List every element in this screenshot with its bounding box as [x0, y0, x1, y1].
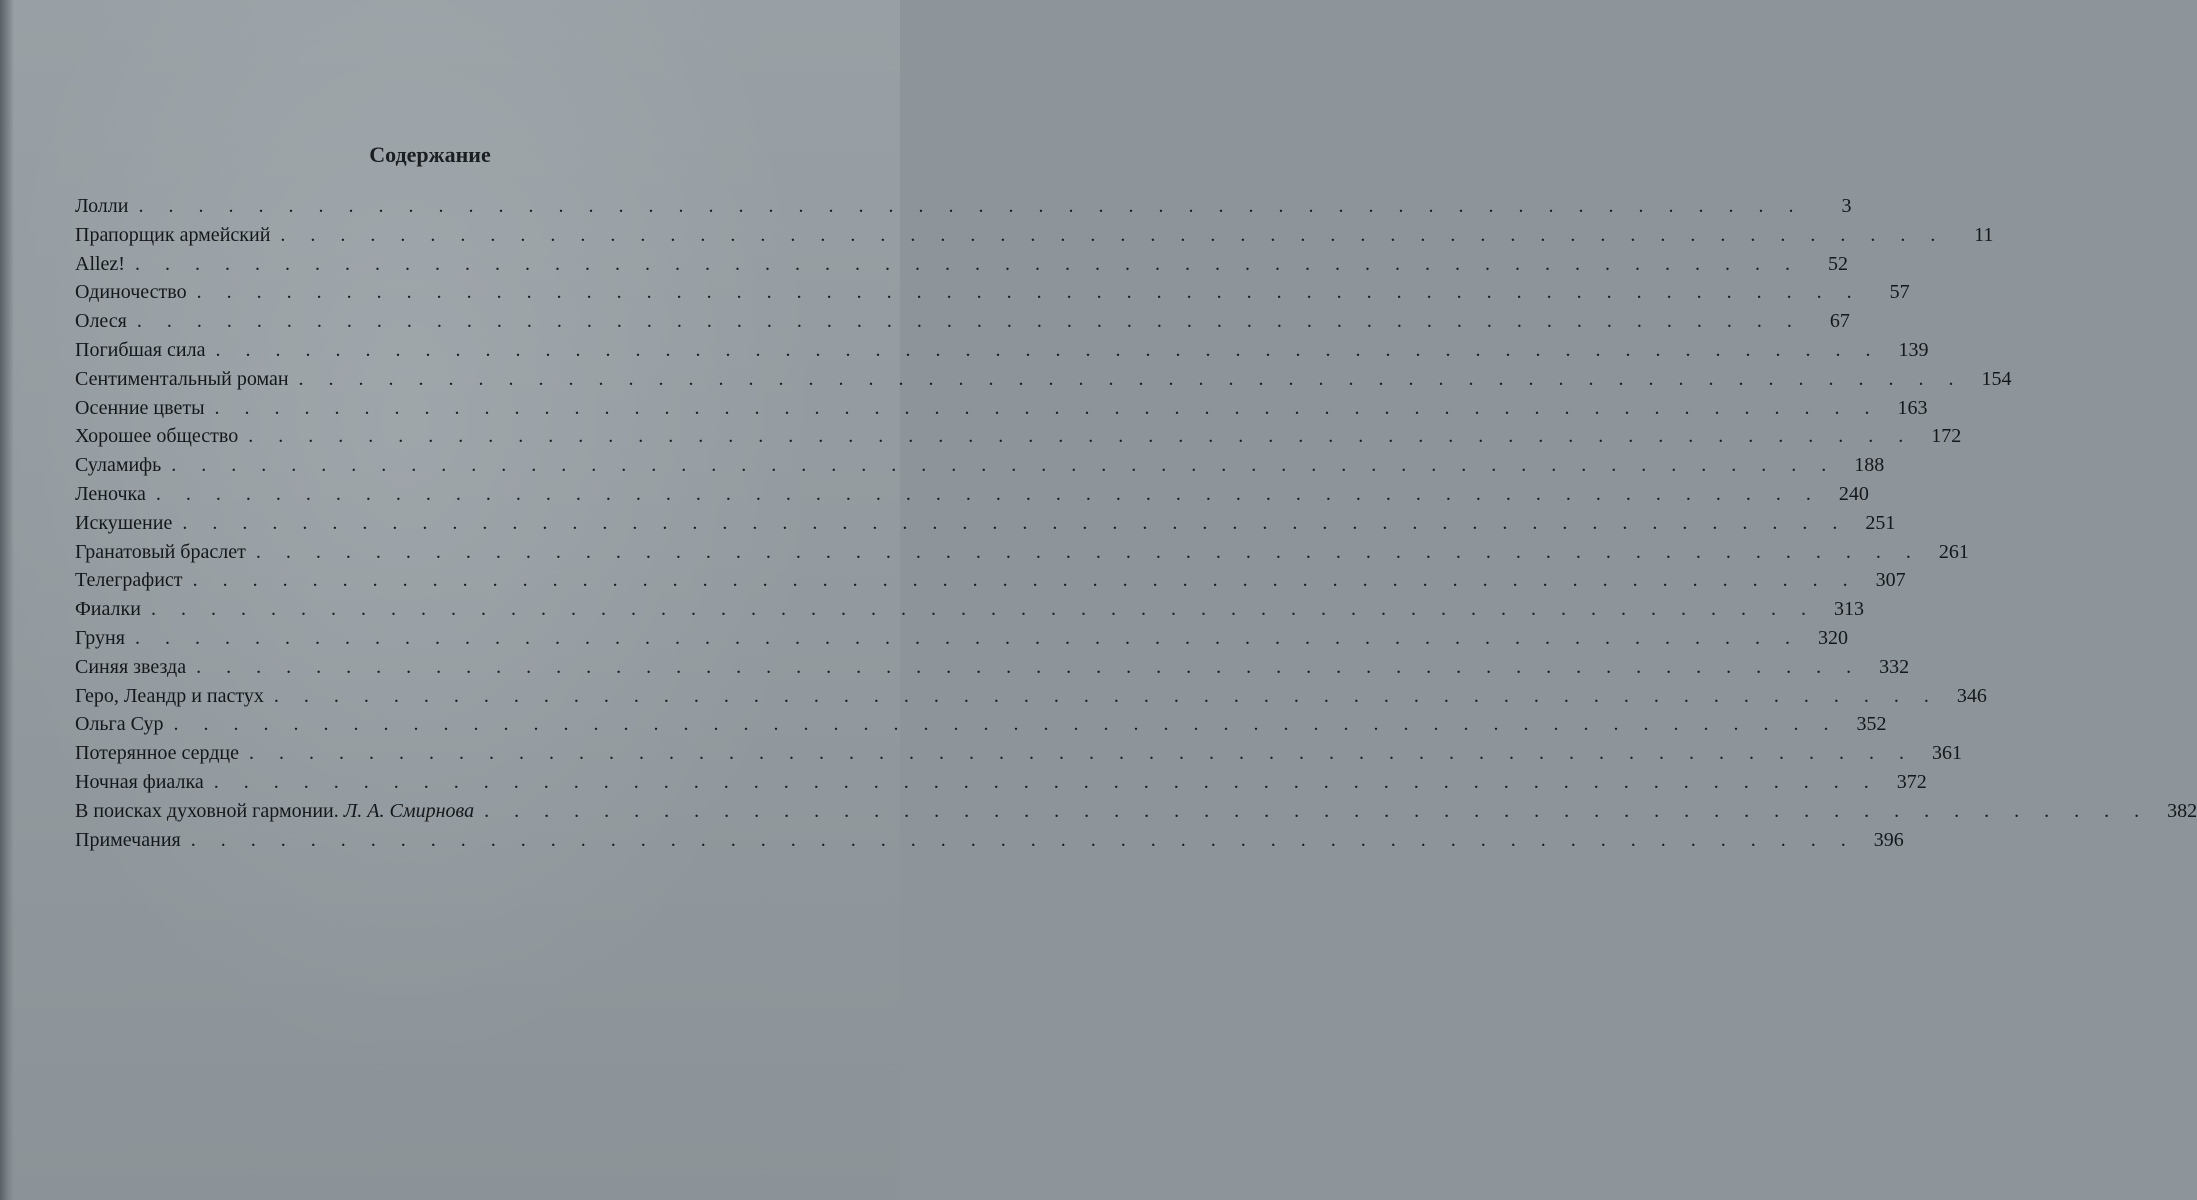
toc-entry — [75, 223, 1994, 253]
toc-entry-title — [75, 541, 246, 564]
toc-entry — [75, 770, 1927, 800]
toc-entry-title-text: Телеграфист — [75, 569, 183, 592]
toc-entry — [75, 396, 1928, 426]
toc-entry-title-text: Ольга Сур — [75, 713, 164, 736]
toc-dot-leader: . . . . . . . . . . . . . . . . . . . . . . . . . . . . . . . . . . . . . . . . . . . . . . . . . . . . . . . . — [214, 396, 1880, 419]
toc-entry-title — [75, 800, 474, 823]
toc-entry-page-number: 307 — [1875, 569, 1906, 592]
toc-entry — [75, 626, 1848, 656]
toc-dot-leader: . . . . . . . . . . . . . . . . . . . . . . . . . . . . . . . . . . . . . . . . . . . . . . . . . . . . . . . . — [196, 281, 1862, 304]
toc-dot-leader: . . . . . . . . . . . . . . . . . . . . . . . . . . . . . . . . . . . . . . . . . . . . . . . . . . . . . . . . — [192, 569, 1858, 592]
toc-entry-page-number: 320 — [1817, 626, 1848, 649]
toc-entry-title-text: Леночка — [75, 482, 146, 505]
toc-entry — [75, 367, 2012, 397]
toc-entry-page-number: 139 — [1898, 338, 1929, 361]
toc-entry-title — [75, 425, 238, 448]
toc-entry-page-number: 382 — [2167, 799, 2197, 822]
toc-entry-title — [75, 483, 146, 506]
page-binding-edge — [0, 0, 14, 1200]
toc-dot-leader: . . . . . . . . . . . . . . . . . . . . . . . . . . . . . . . . . . . . . . . . . . . . . . . . . . . . . . . . — [134, 252, 1800, 275]
toc-dot-leader: . . . . . . . . . . . . . . . . . . . . . . . . . . . . . . . . . . . . . . . . . . . . . . . . . . . . . . . . — [280, 223, 1946, 246]
toc-entry-title-text: Осенние цветы — [75, 396, 205, 419]
toc-entry-title — [75, 829, 181, 852]
toc-entry-page-number: 67 — [1829, 310, 1850, 333]
toc-entry-title-text: Гранатовый браслет — [75, 540, 246, 563]
toc-entry-title-text: Олеся — [75, 310, 127, 333]
toc-entry-title — [75, 771, 204, 794]
toc-entry-title — [75, 656, 186, 679]
toc-entry-page-number: 52 — [1827, 252, 1848, 275]
toc-entry-title-text: Прапорщик армейский — [75, 223, 271, 246]
toc-entry-page-number: 188 — [1854, 454, 1885, 477]
toc-entry-page-number: 372 — [1896, 770, 1927, 793]
toc-dot-leader: . . . . . . . . . . . . . . . . . . . . . . . . . . . . . . . . . . . . . . . . . . . . . . . . . . . . . . . . — [248, 425, 1914, 448]
show-through-text — [330, 52, 390, 68]
toc-entry — [75, 540, 1969, 570]
toc-dot-leader: . . . . . . . . . . . . . . . . . . . . . . . . . . . . . . . . . . . . . . . . . . . . . . . . . . . . . . . . — [182, 511, 1848, 534]
toc-entry-title — [75, 310, 127, 333]
toc-entry-title-text: Геро, Леандр и пастух — [75, 684, 264, 707]
toc-entry-title — [75, 397, 205, 420]
toc-entry-title — [75, 627, 125, 650]
toc-entry — [75, 799, 2197, 829]
toc-entry — [75, 195, 1852, 224]
toc-entry-title-text: Ночная фиалка — [75, 770, 204, 793]
toc-entry — [75, 655, 1910, 685]
toc-dot-leader: . . . . . . . . . . . . . . . . . . . . . . . . . . . . . . . . . . . . . . . . . . . . . . . . . . . . . . . . — [190, 828, 1856, 851]
toc-entry-title — [75, 281, 187, 304]
toc-entry-title-text: Одиночество — [75, 281, 187, 304]
toc-entry-title — [75, 569, 183, 592]
toc-entry-author: Л. А. Смирнова — [343, 799, 475, 822]
toc-entry-title-text: Хорошее общество — [75, 425, 239, 448]
toc-dot-leader: . . . . . . . . . . . . . . . . . . . . . . . . . . . . . . . . . . . . . . . . . . . . . . . . . . . . . . . . — [138, 195, 1804, 217]
toc-entry-title-text: Фиалки — [75, 598, 141, 621]
toc-entry — [75, 482, 1869, 512]
toc-entry-page-number: 261 — [1938, 540, 1969, 563]
toc-entry — [75, 310, 1850, 339]
toc-entry-title — [75, 598, 141, 621]
table-of-contents — [75, 195, 2197, 857]
toc-dot-leader: . . . . . . . . . . . . . . . . . . . . . . . . . . . . . . . . . . . . . . . . . . . . . . . . . . . . . . . . — [171, 454, 1837, 477]
toc-entry-title-text: Примечания — [75, 828, 181, 851]
toc-entry-page-number: 346 — [1956, 684, 1987, 707]
toc-dot-leader: . . . . . . . . . . . . . . . . . . . . . . . . . . . . . . . . . . . . . . . . . . . . . . . . . . . . . . . . — [134, 626, 1800, 649]
toc-entry-title — [75, 368, 289, 391]
toc-entry-title — [75, 512, 172, 535]
toc-dot-leader: . . . . . . . . . . . . . . . . . . . . . . . . . . . . . . . . . . . . . . . . . . . . . . . . . . . . . . . . — [273, 684, 1939, 707]
toc-entry-page-number: 11 — [1974, 223, 1994, 246]
toc-dot-leader: . . . . . . . . . . . . . . . . . . . . . . . . . . . . . . . . . . . . . . . . . . . . . . . . . . . . . . . . — [150, 598, 1816, 621]
toc-entry-title-text: Груня — [75, 626, 125, 649]
toc-entry-page-number: 313 — [1833, 598, 1864, 621]
toc-entry-page-number: 361 — [1932, 742, 1963, 765]
toc-dot-leader: . . . . . . . . . . . . . . . . . . . . . . . . . . . . . . . . . . . . . . . . . . . . . . . . . . . . . . . . — [196, 655, 1862, 678]
toc-dot-leader: . . . . . . . . . . . . . . . . . . . . . . . . . . . . . . . . . . . . . . . . . . . . . . . . . . . . . . . . — [249, 742, 1915, 765]
toc-entry — [75, 425, 1962, 454]
toc-entry-page-number: 57 — [1889, 281, 1910, 304]
toc-entry-title-text: Погибшая сила — [75, 338, 206, 361]
toc-entry-page-number: 172 — [1931, 425, 1962, 448]
toc-entry-title-text: Синяя звезда — [75, 655, 187, 678]
toc-entry-title-text: Allez! — [75, 252, 125, 275]
toc-entry-page-number: 3 — [1841, 195, 1852, 217]
toc-entry-title — [75, 742, 239, 765]
toc-entry-title — [75, 339, 205, 362]
toc-dot-leader: . . . . . . . . . . . . . . . . . . . . . . . . . . . . . . . . . . . . . . . . . . . . . . . . . . . . . . . . — [298, 367, 1964, 390]
toc-entry-title — [75, 224, 270, 247]
toc-entry — [75, 281, 1910, 310]
toc-entry-title — [75, 253, 125, 276]
toc-entry-page-number: 332 — [1879, 655, 1910, 678]
toc-entry — [75, 511, 1896, 541]
toc-entry-title — [75, 454, 161, 477]
toc-entry-title-text: Сентиментальный роман — [75, 367, 289, 390]
toc-entry-page-number: 163 — [1897, 396, 1928, 419]
toc-dot-leader: . . . . . . . . . . . . . . . . . . . . . . . . . . . . . . . . . . . . . . . . . . . . . . . . . . . . . . . . — [155, 482, 1821, 505]
toc-entry-title-text: Искушение — [75, 511, 173, 534]
toc-entry — [75, 338, 1929, 368]
toc-dot-leader: . . . . . . . . . . . . . . . . . . . . . . . . . . . . . . . . . . . . . . . . . . . . . . . . . . . . . . . . — [255, 540, 1921, 563]
toc-dot-leader: . . . . . . . . . . . . . . . . . . . . . . . . . . . . . . . . . . . . . . . . . . . . . . . . . . . . . . . . — [484, 799, 2150, 822]
toc-entry-title-text: Суламифь — [75, 454, 162, 477]
toc-entry — [75, 828, 1904, 858]
toc-entry — [75, 684, 1987, 714]
toc-entry-page-number: 240 — [1838, 482, 1869, 505]
toc-entry — [75, 598, 1864, 627]
toc-dot-leader: . . . . . . . . . . . . . . . . . . . . . . . . . . . . . . . . . . . . . . . . . . . . . . . . . . . . . . . . — [136, 310, 1802, 333]
toc-entry-page-number: 352 — [1856, 713, 1887, 736]
toc-heading: Содержание — [369, 142, 491, 167]
toc-entry-title — [75, 713, 163, 736]
toc-entry — [75, 569, 1906, 598]
toc-entry-title — [75, 685, 264, 708]
toc-entry — [75, 252, 1848, 282]
toc-entry-title — [75, 195, 128, 218]
toc-entry-title-text: Потерянное сердце — [75, 742, 240, 765]
toc-entry-title-text: В поисках духовной гармонии. — [75, 799, 339, 822]
toc-entry-page-number: 154 — [1981, 367, 2012, 390]
toc-entry-page-number: 396 — [1873, 828, 1904, 851]
toc-entry-title-text: Лолли — [75, 195, 129, 217]
toc-dot-leader: . . . . . . . . . . . . . . . . . . . . . . . . . . . . . . . . . . . . . . . . . . . . . . . . . . . . . . . . — [215, 338, 1881, 361]
toc-entry — [75, 454, 1885, 483]
toc-dot-leader: . . . . . . . . . . . . . . . . . . . . . . . . . . . . . . . . . . . . . . . . . . . . . . . . . . . . . . . . — [213, 770, 1879, 793]
toc-dot-leader: . . . . . . . . . . . . . . . . . . . . . . . . . . . . . . . . . . . . . . . . . . . . . . . . . . . . . . . . — [173, 713, 1839, 736]
toc-entry — [75, 742, 1963, 771]
toc-entry-page-number: 251 — [1865, 511, 1896, 534]
toc-entry — [75, 713, 1887, 742]
